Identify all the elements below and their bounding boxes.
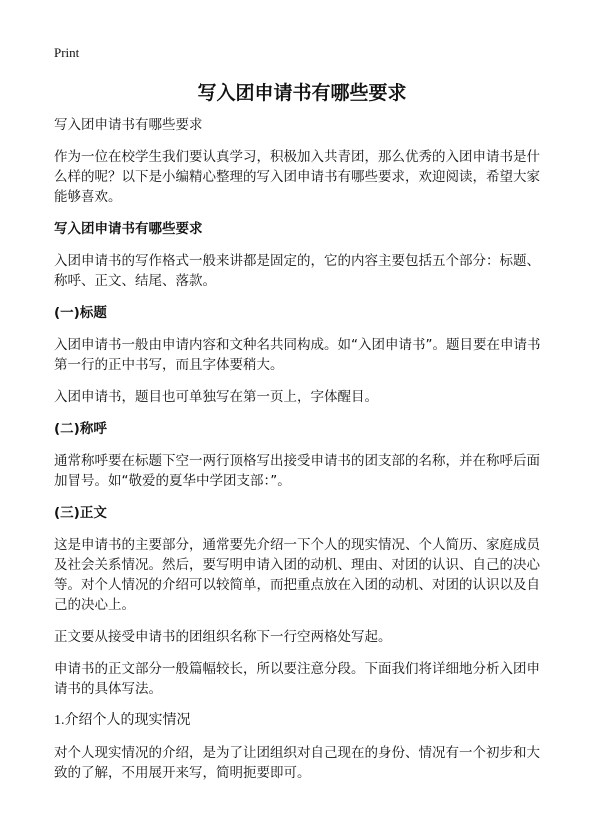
title-paragraph-1: 入团申请书一般由申请内容和文种名共同构成。如“入团申请书”。题目要在申请书第一行的正中书写，而且字体要稍大。	[54, 337, 541, 373]
personal-situation-paragraph: 对个人现实情况的介绍，是为了让团组织对自己现在的身份、情况有一个初步和大致的了解，不用展开来写，简明扼要即可。	[54, 745, 540, 781]
section-heading-salutation: (二)称呼	[54, 421, 107, 437]
salutation-paragraph: 通常称呼要在标题下空一两行顶格写出接受申请书的团支部的名称，并在称呼后面加冒号。如“敬爱的夏华中学团支部：”。	[54, 453, 540, 489]
section-heading-body: (三)正文	[54, 505, 107, 521]
body-paragraph-1: 这是申请书的主要部分，通常要先介绍一下个人的现实情况、个人简历、家庭成员及社会关系情况。然后，要写明申请入团的动机、理由、对团的认识、自己的决心等。对个人情况的介绍可以较简单，而把重点放在入团的动机、对团的认识以及自己的决心上。	[54, 537, 540, 613]
document-page	[54, 44, 550, 795]
body-paragraph-3: 申请书的正文部分一般篇幅较长，所以要注意分段。下面我们将详细地分析入团申请书的具体写法。	[54, 661, 540, 697]
body-paragraph-2: 正文要从接受申请书的团组织名称下一行空两格处写起。	[54, 629, 392, 645]
subtitle: 写入团申请书有哪些要求	[54, 117, 203, 133]
section-heading-requirements: 写入团申请书有哪些要求	[54, 221, 203, 237]
section-heading-title: (一)标题	[54, 305, 107, 321]
title-paragraph-2: 入团申请书，题目也可单独写在第一页上，字体醒目。	[54, 389, 378, 405]
intro-paragraph: 作为一位在校学生我们要认真学习，积极加入共青团，那么优秀的入团申请书是什么样的呢？以下是小编精心整理的写入团申请书有哪些要求，欢迎阅读，希望大家能够喜欢。	[54, 149, 540, 205]
format-paragraph: 入团申请书的写作格式一般来讲都是固定的，它的内容主要包括五个部分：标题、称呼、正文、结尾、落款。	[54, 253, 540, 289]
subheading-personal-situation: 1.介绍个人的现实情况	[54, 713, 191, 728]
page-title: 写入团申请书有哪些要求	[197, 82, 407, 104]
print-link[interactable]: Print	[54, 45, 80, 60]
